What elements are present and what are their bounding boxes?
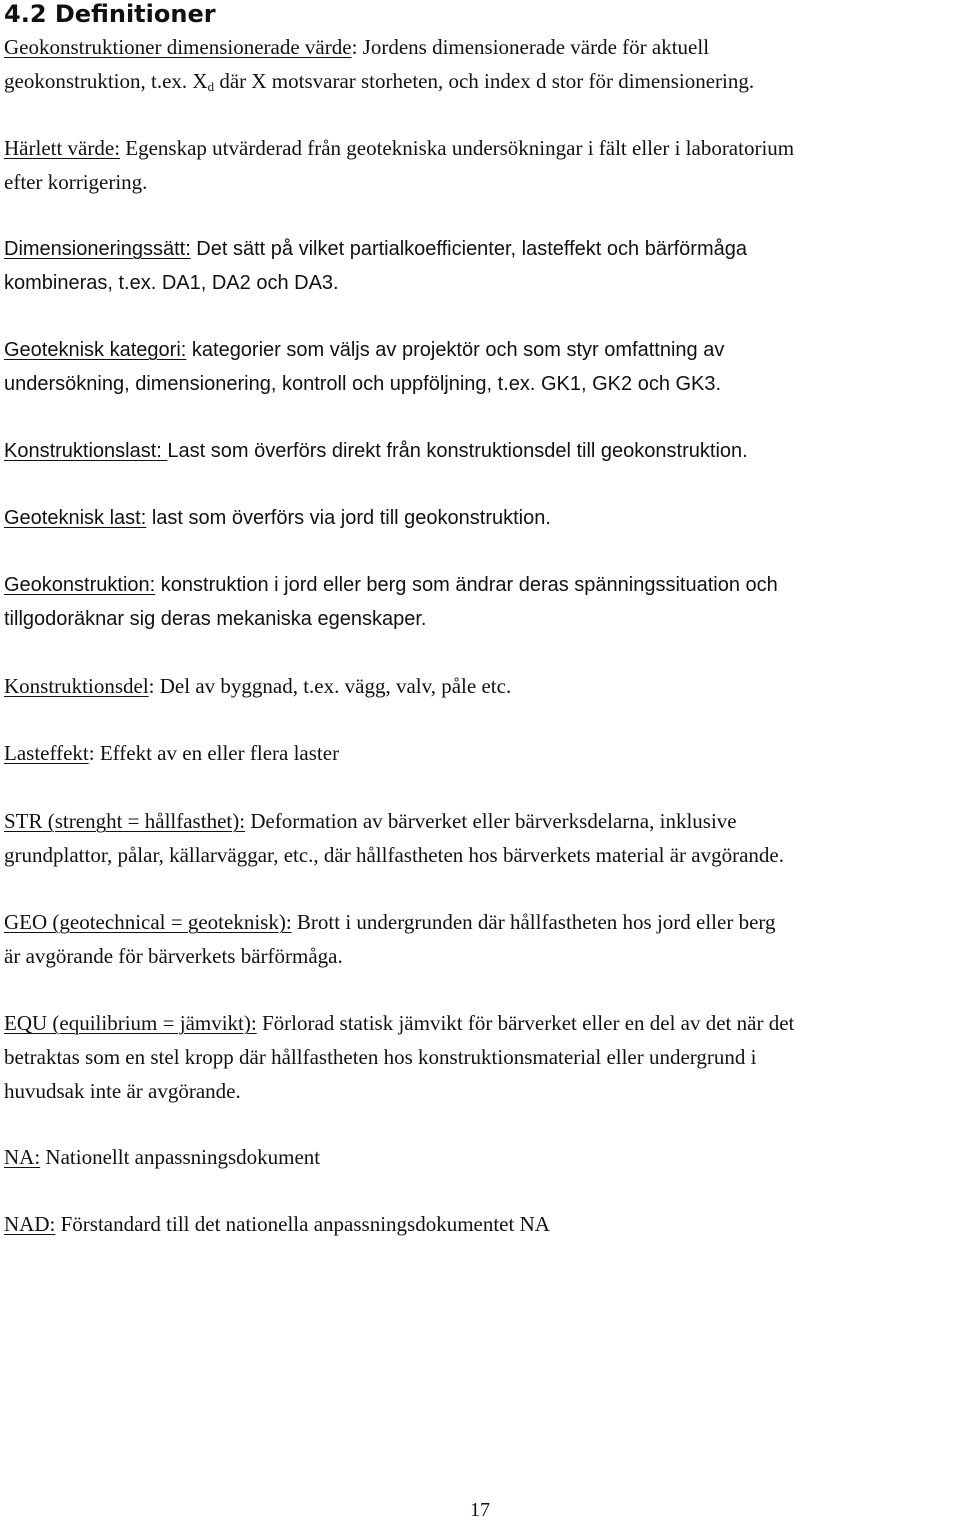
definition-line [4, 434, 960, 468]
definition-term: STR (strenght = hållfasthet): [4, 809, 246, 833]
definition-term: Dimensioneringssätt: [4, 238, 191, 260]
definition-term: Geokonstruktioner dimensionerade värde [4, 35, 352, 59]
definition-text: Nationellt anpassningsdokument [40, 1145, 321, 1169]
definition-text: last som överförs via jord till geokonstruktion. [146, 507, 551, 529]
subscript-d: d [207, 79, 215, 94]
definition-term: Härlett värde: [4, 136, 121, 160]
definition-line [4, 333, 960, 367]
definition-line: betraktas som en stel kropp där hållfastheten hos konstruktionsmaterial eller undergrund i [4, 1045, 757, 1069]
definition-line [4, 30, 960, 64]
definition-text: konstruktion i jord eller berg som ändrar deras spänningssituation och [155, 574, 778, 596]
definition-text: geokonstruktion, t.ex. X [4, 69, 208, 93]
definition-text: Brott i undergrunden där hållfastheten hos jord eller berg [291, 910, 776, 934]
definition-konstruktionsdel [4, 669, 960, 703]
definition-term: Geoteknisk last: [4, 507, 147, 529]
page-number: 17 [470, 1499, 490, 1521]
definition-line [4, 131, 960, 165]
definition-colon: : [351, 35, 358, 59]
definition-term: Lasteffekt [4, 741, 89, 765]
definition-term: NAD: [4, 1212, 56, 1236]
definition-term: NA: [4, 1145, 41, 1169]
definition-text: Förlorad statisk jämvikt för bärverket eller en del av det när det [256, 1011, 795, 1035]
definition-term: Geokonstruktion: [4, 574, 156, 596]
definition-str [4, 804, 960, 872]
definition-geoteknisk-last [4, 501, 960, 535]
definition-geo [4, 905, 960, 973]
definition-line [4, 232, 960, 266]
definition-line: grundplattor, pålar, källarväggar, etc., där hållfastheten hos bärverkets material är avgörande. [4, 843, 784, 867]
definition-text: kategorier som väljs av projektör och som styr omfattning av [186, 339, 725, 361]
section-heading: 4.2 Definitioner [4, 0, 216, 28]
definition-line [4, 501, 960, 535]
definition-text: Förstandard till det nationella anpassningsdokumentet NA [55, 1212, 550, 1236]
definition-line [4, 64, 960, 98]
definition-line [4, 1006, 960, 1040]
definition-line [4, 568, 960, 602]
definition-line: undersökning, dimensionering, kontroll och uppföljning, t.ex. GK1, GK2 och GK3. [4, 373, 722, 395]
definition-line [4, 669, 960, 703]
definition-text: : Effekt av en eller flera laster [88, 741, 340, 765]
definition-line: huvudsak inte är avgörande. [4, 1079, 241, 1103]
definition-line [4, 736, 960, 770]
definition-line: tillgodoräknar sig deras mekaniska egenskaper. [4, 608, 427, 630]
definition-dimensioneringssatt [4, 232, 960, 300]
definition-text: Jordens dimensionerade värde för aktuell [357, 35, 710, 59]
definition-harlett-varde [4, 131, 960, 199]
definition-geokonstruktioner-dimensionerade-varde [4, 30, 960, 98]
definition-lasteffekt [4, 736, 960, 770]
definition-term: Konstruktionsdel [4, 674, 149, 698]
definition-text: där X motsvarar storheten, och index d stor för dimensionering. [214, 69, 755, 93]
definition-term: Konstruktionslast: [4, 440, 168, 462]
definition-geokonstruktion [4, 568, 960, 636]
definition-line: efter korrigering. [4, 170, 148, 194]
definition-line: kombineras, t.ex. DA1, DA2 och DA3. [4, 272, 339, 294]
definition-line [4, 1140, 960, 1174]
definition-line [4, 804, 960, 838]
definition-text: : Del av byggnad, t.ex. vägg, valv, påle etc. [148, 674, 512, 698]
definition-equ [4, 1006, 960, 1108]
definition-line [4, 905, 960, 939]
definition-geoteknisk-kategori [4, 333, 960, 401]
definition-term: GEO (geotechnical = geoteknisk): [4, 910, 292, 934]
definition-line [4, 1207, 960, 1241]
definition-konstruktionslast [4, 434, 960, 468]
definition-term: Geoteknisk kategori: [4, 339, 187, 361]
definition-text: Egenskap utvärderad från geotekniska undersökningar i fält eller i laboratorium [120, 136, 795, 160]
definition-line: är avgörande för bärverkets bärförmåga. [4, 944, 343, 968]
definition-nad [4, 1207, 960, 1241]
definition-text: Deformation av bärverket eller bärverksdelarna, inklusive [245, 809, 737, 833]
definition-na [4, 1140, 960, 1174]
definition-text: Last som överförs direkt från konstruktionsdel till geokonstruktion. [167, 440, 748, 462]
definition-term: EQU (equilibrium = jämvikt): [4, 1011, 257, 1035]
definition-text: Det sätt på vilket partialkoefficienter, lasteffekt och bärförmåga [190, 238, 747, 260]
